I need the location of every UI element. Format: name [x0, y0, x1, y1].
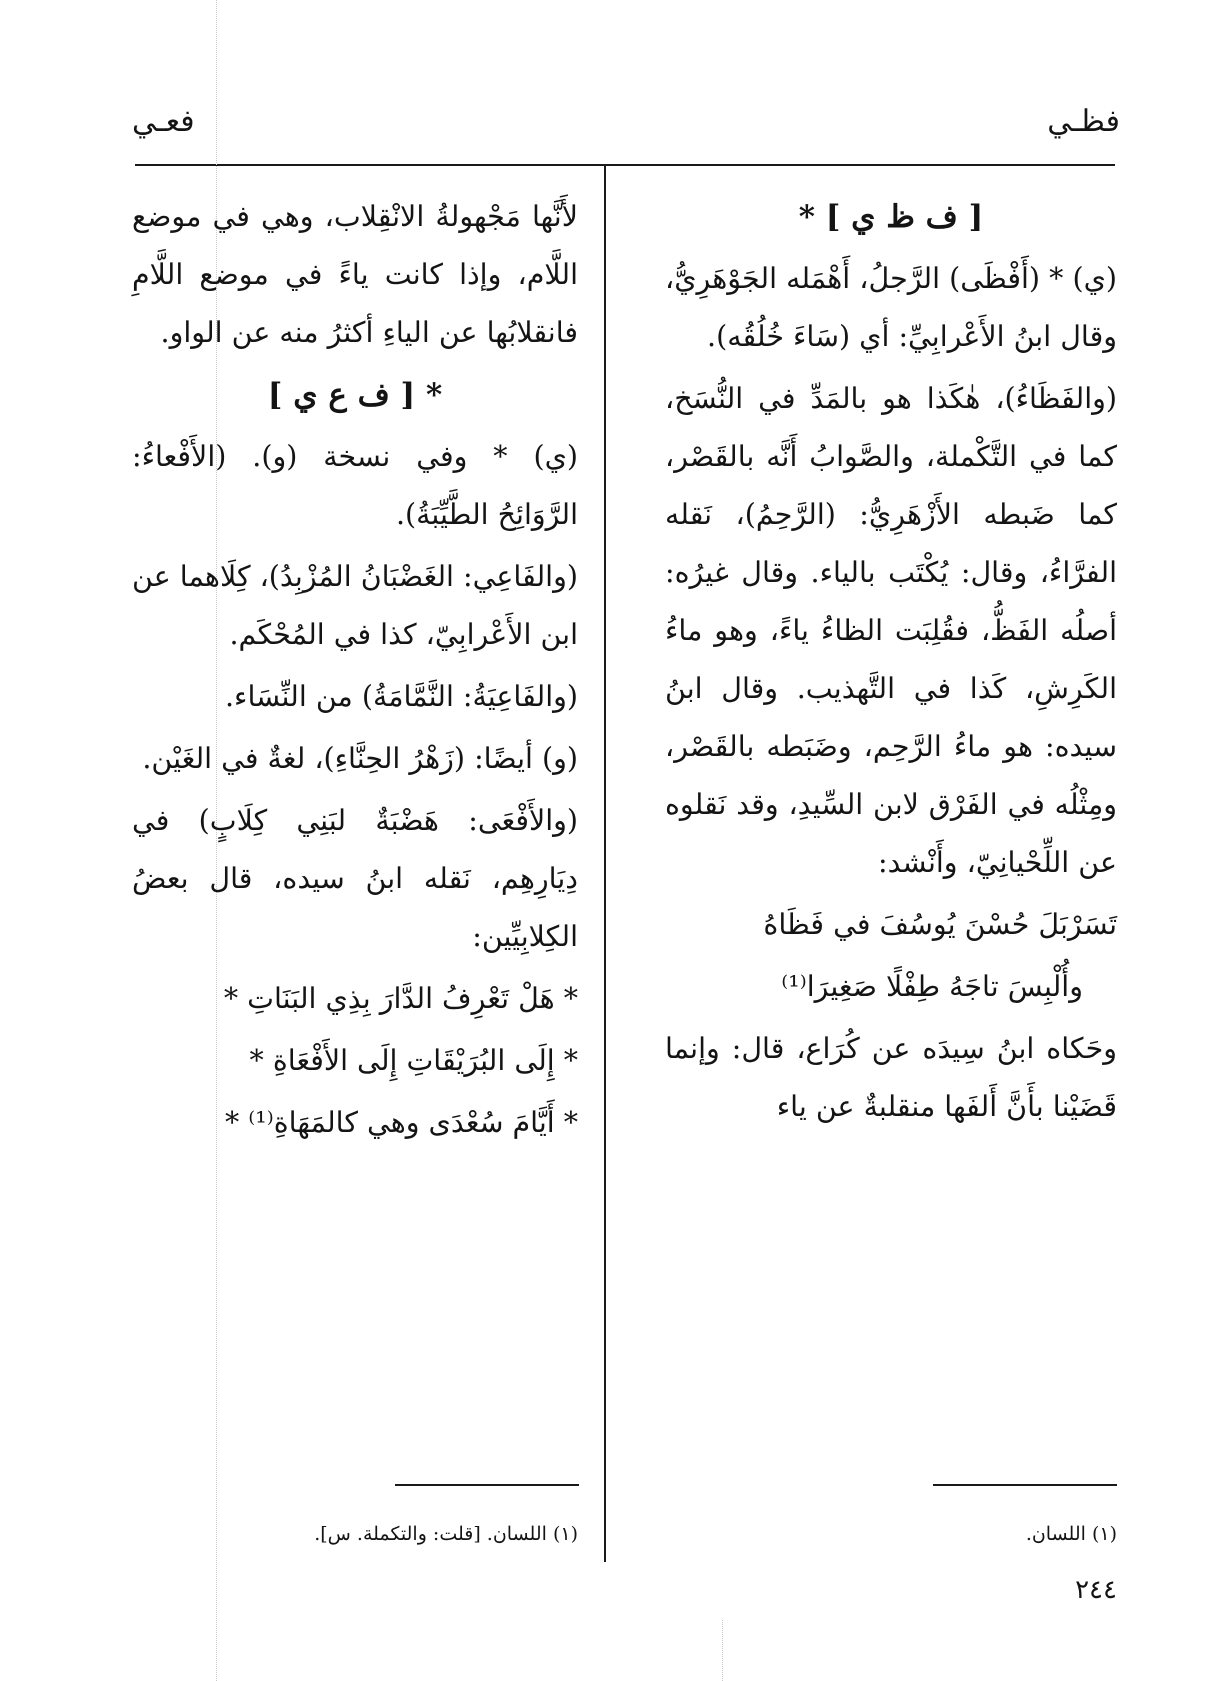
footnote-right: (١) اللسان.: [1025, 1523, 1117, 1545]
paragraph: (ي) * وفي نسخة (و). (الأَفْعاءُ: الرَّوَائِحُ الطَّيِّبَةُ).: [132, 440, 578, 531]
running-head-left: فعـي: [132, 104, 195, 139]
verse-line: * إِلَى البُرَيْقَاتِ إِلَى الأَفْعَاةِ *: [249, 1044, 578, 1077]
left-column: [132, 188, 578, 1156]
entry-heading-fay: * [ ف ع ي ]: [267, 377, 443, 413]
paragraph: (والفَاعِيَةُ: النَّمَّامَةُ) من النِّسَاء.: [224, 680, 578, 713]
column-divider: [604, 166, 606, 1562]
paragraph: وحَكاه ابنُ سِيدَه عن كُرَاع، قال: وإنما قَضَيْنا بأَنَّ أَلفَها منقلبةٌ عن ياء: [665, 1032, 1117, 1123]
paragraph: لأَنَّها مَجْهولةُ الانْقِلاب، وهي في موضع اللَّام، وإذا كانت ياءً في موضع اللَّامِ فانقلابُها عن الياءِ أكثرُ منه عن الواو.: [132, 200, 578, 349]
running-head-right: فظـي: [1047, 104, 1120, 139]
verse-line: تَسَرْبَلَ حُسْنَ يُوسُفَ في فَظَاهُ: [763, 908, 1117, 941]
entry-heading-fzy: [ ف ظ ي ] *: [798, 199, 984, 235]
paragraph: (ي) * (أَفْظَى) الرَّجلُ، أَهْمَله الجَوْهَرِيُّ، وقال ابنُ الأَعْرابِيِّ: أي (سَاءَ خُلُقُه).: [665, 262, 1117, 353]
verse-line: * أَيَّامَ سُعْدَى وهي كالمَهَاةِ⁽¹⁾ *: [224, 1106, 578, 1139]
paragraph: (و) أيضًا: (زَهْرُ الحِنَّاءِ)، لغةٌ في الغَيْن.: [142, 742, 578, 775]
scan-dotted-line: [722, 1620, 723, 1681]
right-column: [665, 188, 1117, 1140]
footnote-left: (١) اللسان. [قلت: والتكملة. س].: [314, 1523, 578, 1545]
paragraph: (والأَفْعَى: هَضْبَةٌ لبَنِي كِلَابٍ) في دِيَارِهِم، نَقله ابنُ سيده، قال بعضُ الكِلابِيِّين:: [132, 804, 578, 953]
header-rule: [135, 164, 1115, 166]
footnote-rule-left: [395, 1484, 579, 1486]
verse-line: * هَلْ تَعْرِفُ الدَّارَ بِذِي البَنَاتِ *: [223, 982, 578, 1015]
paragraph: (والفَظَاءُ)، هٰكَذا هو بالمَدِّ في النُّسَخ، كما في التَّكْملة، والصَّوابُ أَنَّه بالقَصْر، كما ضَبطه الأَزْهَرِيُّ: (الرَّحِمُ)، نَقله الفرَّاءُ، وقال: يُكْتَب بالياء. وقال غيرُه: أصلُه الفَظُّ، فقُلِبَت الظاءُ ياءً، وهو ماءُ الكَرِشِ، كَذا في التَّهذيب. وقال ابنُ سيده: هو ماءُ الرَّحِم، وضَبَطه بالقَصْر، ومِثْلُه في الفَرْق لابن السِّيدِ، وقد نَقلوه عن اللِّحْيانِيّ، وأَنْشد:: [665, 382, 1117, 879]
verse-line: وأُلْبِسَ تاجَهُ طِفْلًا صَغِيرَا⁽¹⁾: [781, 970, 1083, 1003]
page-number: ٢٤٤: [1075, 1575, 1117, 1605]
footnote-rule-right: [933, 1484, 1117, 1486]
paragraph: (والفَاعِي: الغَضْبَانُ المُزْبِدُ)، كِلَاهما عن ابن الأَعْرابِيّ، كذا في المُحْكَم.: [132, 560, 578, 651]
